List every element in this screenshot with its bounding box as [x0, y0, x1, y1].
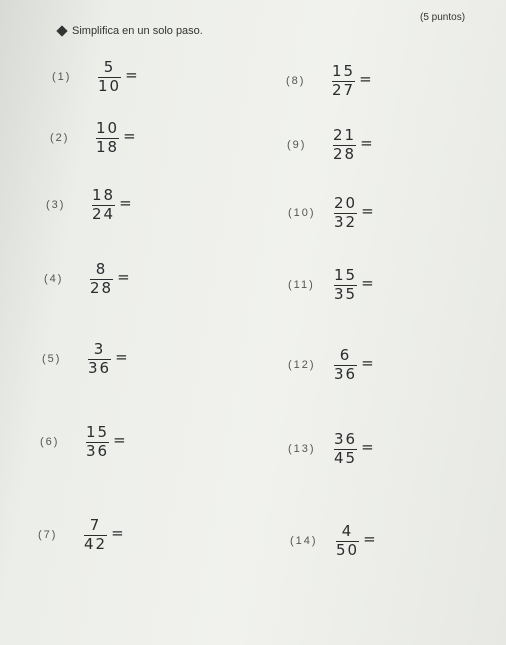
problem-2: [50, 121, 136, 156]
fraction: [334, 268, 357, 303]
fraction: [92, 188, 115, 223]
problem-14: [290, 524, 376, 559]
problem-6: [40, 425, 126, 460]
problem-number: (7): [38, 529, 58, 542]
numerator: 20: [334, 194, 358, 212]
problem-8: [286, 64, 372, 99]
fraction: [96, 121, 119, 156]
denominator: 50: [336, 540, 360, 559]
equals-sign: =: [123, 127, 136, 146]
problem-number: (11): [288, 279, 315, 292]
numerator: 36: [334, 430, 358, 448]
denominator: 36: [334, 364, 358, 383]
problem-5: [42, 342, 128, 377]
denominator: 10: [98, 76, 122, 95]
points-label: (5 puntos): [420, 12, 466, 23]
numerator: 15: [334, 266, 358, 284]
problem-3: [46, 188, 132, 223]
fraction: [334, 196, 357, 231]
equals-sign: =: [125, 66, 138, 85]
numerator: 3: [93, 340, 106, 358]
problem-number: (3): [46, 199, 66, 212]
problem-number: (10): [288, 207, 316, 220]
denominator: 18: [96, 137, 120, 156]
problem-number: (6): [40, 436, 60, 449]
diamond-bullet-icon: [56, 25, 67, 36]
problem-number: (5): [42, 353, 62, 366]
problem-12: [288, 348, 374, 383]
numerator: 15: [332, 62, 356, 80]
denominator: 42: [84, 534, 108, 553]
problem-7: [38, 518, 124, 553]
problem-4: [44, 262, 130, 297]
equals-sign: =: [117, 268, 130, 287]
equals-sign: =: [119, 194, 132, 213]
numerator: 8: [95, 260, 108, 278]
instruction-text: Simplifica en un solo paso.: [72, 25, 203, 37]
numerator: 15: [86, 423, 110, 441]
problem-11: [288, 268, 374, 303]
problem-number: (9): [287, 139, 307, 152]
problem-number: (2): [50, 132, 70, 145]
equals-sign: =: [113, 431, 126, 450]
fraction: [84, 518, 107, 553]
equals-sign: =: [361, 202, 374, 221]
problem-10: [288, 196, 374, 231]
problem-9: [287, 128, 373, 163]
fraction: [98, 60, 121, 95]
denominator: 24: [92, 204, 116, 223]
equals-sign: =: [361, 354, 374, 373]
denominator: 28: [90, 278, 114, 297]
numerator: 10: [96, 119, 120, 137]
numerator: 4: [341, 522, 354, 540]
fraction: [334, 432, 357, 467]
instruction: [58, 25, 203, 37]
fraction: [88, 342, 111, 377]
equals-sign: =: [361, 438, 374, 457]
denominator: 36: [86, 441, 110, 460]
denominator: 35: [334, 284, 358, 303]
numerator: 6: [339, 346, 352, 364]
denominator: 36: [88, 358, 112, 377]
equals-sign: =: [359, 70, 372, 89]
equals-sign: =: [115, 348, 128, 367]
fraction: [334, 348, 357, 383]
numerator: 7: [89, 516, 102, 534]
equals-sign: =: [111, 524, 124, 543]
fraction: [332, 64, 355, 99]
equals-sign: =: [360, 134, 373, 153]
problem-number: (13): [288, 443, 316, 456]
problem-number: (14): [290, 535, 318, 548]
denominator: 32: [334, 212, 358, 231]
equals-sign: =: [361, 274, 374, 293]
denominator: 28: [333, 144, 357, 163]
problem-number: (4): [44, 273, 64, 286]
fraction: [333, 128, 356, 163]
problem-number: (1): [52, 71, 72, 84]
fraction: [336, 524, 359, 559]
equals-sign: =: [363, 530, 376, 549]
numerator: 18: [92, 186, 116, 204]
problem-number: (8): [286, 75, 306, 88]
problem-1: [52, 60, 138, 95]
denominator: 27: [332, 80, 356, 99]
fraction: [86, 425, 109, 460]
denominator: 45: [334, 448, 358, 467]
numerator: 21: [333, 126, 357, 144]
numerator: 5: [103, 58, 116, 76]
problem-13: [288, 432, 374, 467]
fraction: [90, 262, 113, 297]
problem-number: (12): [288, 359, 316, 372]
